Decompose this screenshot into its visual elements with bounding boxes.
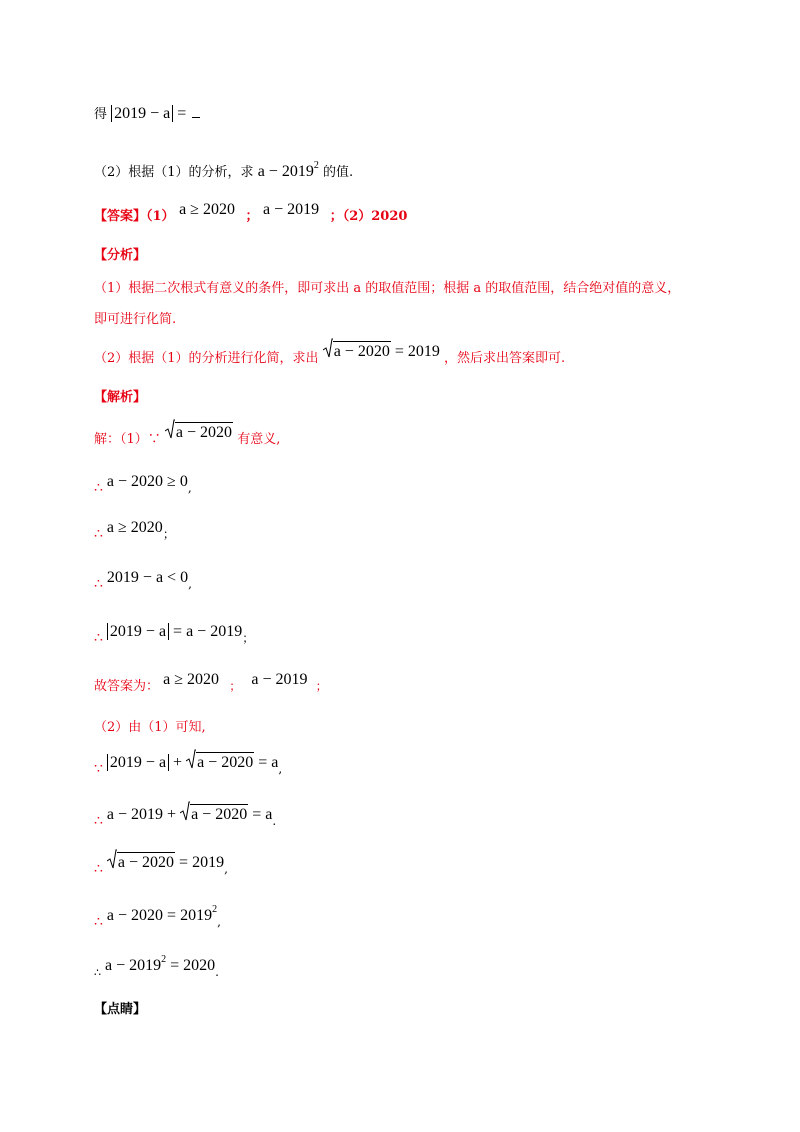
inequality: a − 2020 ≥ 0 — [106, 473, 188, 490]
sqrt-expression — [323, 341, 391, 362]
solution-line-1 — [94, 472, 800, 496]
text-prefix: 得 — [94, 107, 108, 122]
part2-label: （2）由（1）可知, — [94, 720, 206, 735]
equation-4 — [94, 900, 800, 930]
punct: , — [224, 862, 228, 876]
radicand: a − 2020 — [333, 343, 390, 360]
question-2 — [94, 156, 800, 183]
therefore-icon: ∴ — [94, 966, 101, 979]
equation — [107, 752, 278, 773]
answer-label: 【答案】（1） — [94, 209, 175, 224]
analysis-p2-suffix: ，然后求出答案即可. — [443, 351, 566, 366]
analysis-p2-math — [323, 341, 440, 362]
equation — [107, 804, 272, 825]
equation — [107, 852, 224, 873]
step1-suffix: 有意义, — [237, 432, 281, 447]
answer-blank — [192, 117, 200, 118]
radicand: a − 2020 — [117, 854, 175, 871]
final-sep: ； — [229, 679, 242, 693]
exponent: 2 — [161, 954, 167, 965]
sqrt-expression — [107, 852, 175, 873]
math-expression — [111, 104, 186, 124]
lhs: a − 2019 — [105, 957, 162, 974]
radical-sign-icon — [323, 338, 333, 358]
solution-line-2 — [94, 518, 800, 542]
q2-exponent: 2 — [313, 160, 319, 171]
radicand: a − 2020 — [197, 754, 254, 771]
equation — [107, 900, 217, 926]
radical-sign-icon — [165, 419, 175, 439]
solution-step-1 — [94, 424, 800, 450]
final-punct: ； — [315, 679, 328, 693]
rhs: = 2019 — [175, 854, 225, 871]
punct: ； — [242, 631, 255, 645]
analysis-p1-line2: 即可进行化简. — [94, 312, 177, 327]
abs-value: 2019 − a — [111, 105, 173, 122]
inequality: a ≥ 2020 — [106, 519, 163, 536]
therefore-icon: ∴ — [94, 813, 103, 829]
q2-label: （2）根据（1）的分析，求 — [94, 165, 254, 180]
rhs: = a — [254, 754, 279, 771]
step1-prefix: 解：（1）∵ — [94, 432, 161, 447]
comment-label: 【点睛】 — [94, 1002, 147, 1017]
equation-5 — [94, 950, 800, 977]
radicand: a − 2020 — [175, 424, 233, 441]
sqrt-expression — [180, 804, 248, 825]
q2-base: a − 2019 — [257, 163, 314, 180]
step1-math — [165, 422, 233, 443]
final-label: 故答案为： — [94, 679, 160, 694]
solution-label: 【解析】 — [94, 390, 147, 405]
punct: , — [187, 481, 192, 495]
because-icon: ∵ — [94, 761, 103, 777]
sqrt-expression — [186, 752, 254, 773]
radical-sign-icon — [107, 849, 117, 869]
analysis-label: 【分析】 — [94, 248, 147, 263]
punct: . — [272, 814, 277, 828]
analysis-p1-line1: （1）根据二次根式有意义的条件，即可求出 a 的取值范围；根据 a 的取值范围，结合绝对值的意义， — [94, 281, 681, 296]
exponent: 2 — [212, 904, 218, 915]
analysis-p2-eq: = 2019 — [390, 343, 440, 360]
q2-suffix: 的值. — [322, 165, 354, 180]
therefore-icon: ∴ — [94, 526, 103, 542]
radical-sign-icon — [186, 749, 196, 769]
lhs: a − 2019 + — [106, 806, 181, 823]
therefore-icon: ∴ — [94, 576, 103, 592]
q2-expression — [258, 156, 319, 182]
punct: , — [217, 915, 221, 929]
rhs: = 2020 — [166, 957, 216, 974]
therefore-icon: ∴ — [94, 480, 103, 496]
solution-line-4 — [94, 622, 800, 646]
answer-sep1: ； — [245, 209, 259, 224]
equation — [107, 622, 242, 642]
therefore-icon: ∴ — [94, 861, 103, 877]
equation-3 — [94, 852, 800, 877]
equals: = — [173, 105, 187, 122]
rhs: = a — [248, 806, 273, 823]
answer-part2: a − 2019 — [263, 201, 320, 218]
inequality: 2019 − a < 0 — [106, 569, 189, 586]
analysis-p2-prefix: （2）根据（1）的分析进行化简，求出 — [94, 351, 319, 366]
rhs: = a − 2019 — [169, 623, 243, 640]
therefore-icon: ∴ — [94, 630, 103, 646]
sqrt-expression — [165, 422, 233, 443]
analysis-p2 — [94, 343, 800, 369]
punct: , — [188, 577, 192, 591]
plus: + — [169, 754, 187, 771]
equation-1 — [94, 752, 800, 777]
answer-line — [94, 201, 800, 227]
equation — [105, 950, 215, 976]
radicand: a − 2020 — [191, 806, 248, 823]
abs-value: 2019 − a — [107, 754, 169, 771]
final-part1: a ≥ 2020 — [163, 671, 220, 688]
q1-tail-line — [94, 104, 800, 125]
lhs: a − 2020 = 2019 — [106, 907, 213, 924]
answer-part1: a ≥ 2020 — [179, 201, 235, 218]
equation-2 — [94, 804, 800, 829]
final-part2: a − 2019 — [251, 671, 308, 688]
final-answer-line — [94, 671, 800, 697]
abs-value: 2019 − a — [107, 623, 169, 640]
radical-sign-icon — [180, 801, 190, 821]
therefore-icon: ∴ — [94, 914, 103, 930]
punct: , — [278, 762, 283, 776]
punct: ； — [162, 527, 175, 541]
punct: . — [215, 965, 219, 979]
answer-sep2: ；（2）2020 — [329, 209, 408, 224]
solution-line-3 — [94, 568, 800, 592]
